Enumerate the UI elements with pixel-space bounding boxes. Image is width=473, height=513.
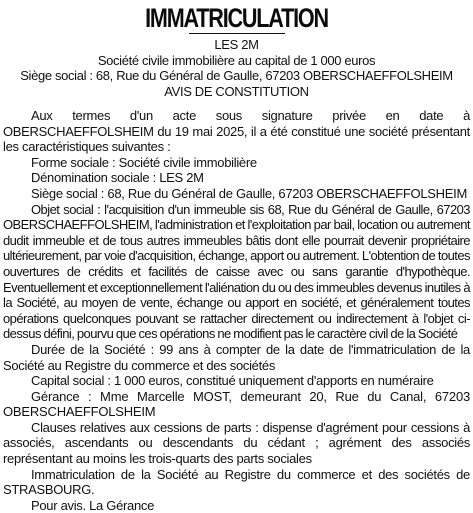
registered-office: Siège social : 68, Rue du Général de Gaulle, 67203 OBERSCHAEFFOLSHEIM [20,68,453,83]
signature-paragraph: Pour avis. La Gérance [31,497,155,513]
company-type: Société civile immobilière au capital de 1 000 euros [97,52,376,68]
notice-type: AVIS DE CONSTITUTION [164,83,309,99]
share-capital-paragraph: Capital social : 1 000 euros, constitué uniquement d'apports en numéraire [31,373,434,389]
share-transfer-paragraph: Clauses relatives aux cessions de parts : dispense d'agrément pour cessions à associés, ascendants ou descendants du cédant ; agrément des associés représentant au moins les trois-quarts des parts sociales [3,419,470,467]
legal-notice [3,4,470,513]
company-name: LES 2M [214,37,259,52]
registration-paragraph: Immatriculation de la Société au Registre du commerce et des sociétés de STRASBOURG. [3,466,470,498]
notice-body [3,108,470,513]
registered-office-paragraph: Siège social : 68, Rue du Général de Gaulle, 67203 OBERSCHAEFFOLSHEIM [31,185,467,201]
intro-paragraph: Aux termes d'un acte sous signature privée en date à OBERSCHAEFFOLSHEIM du 19 mai 2025, il a été constitué une société présentant les caractéristiques suivantes : [3,108,470,155]
title-divider [189,33,285,34]
corporate-purpose-paragraph: Objet social : l'acquisition d'un immeuble sis 68, Rue du Général de Gaulle, 67203 OBERSCHAEFFOLSHEIM, l'administration et l'exploitation par bail, location ou autrement dudit immeuble et de tous autres immeubles bâtis dont elle pourrait devenir propriétaire ultérieurement, par voie d'acquisition, échange, apport ou autrement. L'obtention de toutes ouvertures de crédits et facilités de caisse avec ou sans garantie d'hypothèque. Eventuellement et exceptionnellement l'aliénation du ou des immeubles devenus inutiles à la Société, au moyen de vente, échange ou apport en société, et généralement toutes opérations quelconques pouvant se rattacher directement ou indirectement à l'objet ci-dessus défini, pourvu que ces opérations ne modifient pas le caractère civil de la Société [3,201,470,342]
legal-form-paragraph: Forme sociale : Société civile immobilière [31,154,257,170]
section-title: IMMATRICULATION [145,3,328,33]
company-name-paragraph: Dénomination sociale : LES 2M [31,170,204,186]
duration-paragraph: Durée de la Société : 99 ans à compter de la date de l'immatriculation de la Société au Registre du commerce et des sociétés [3,341,470,373]
management-paragraph: Gérance : Mme Marcelle MOST, demeurant 20, Rue du Canal, 67203 OBERSCHAEFFOLSHEIM [3,388,470,420]
